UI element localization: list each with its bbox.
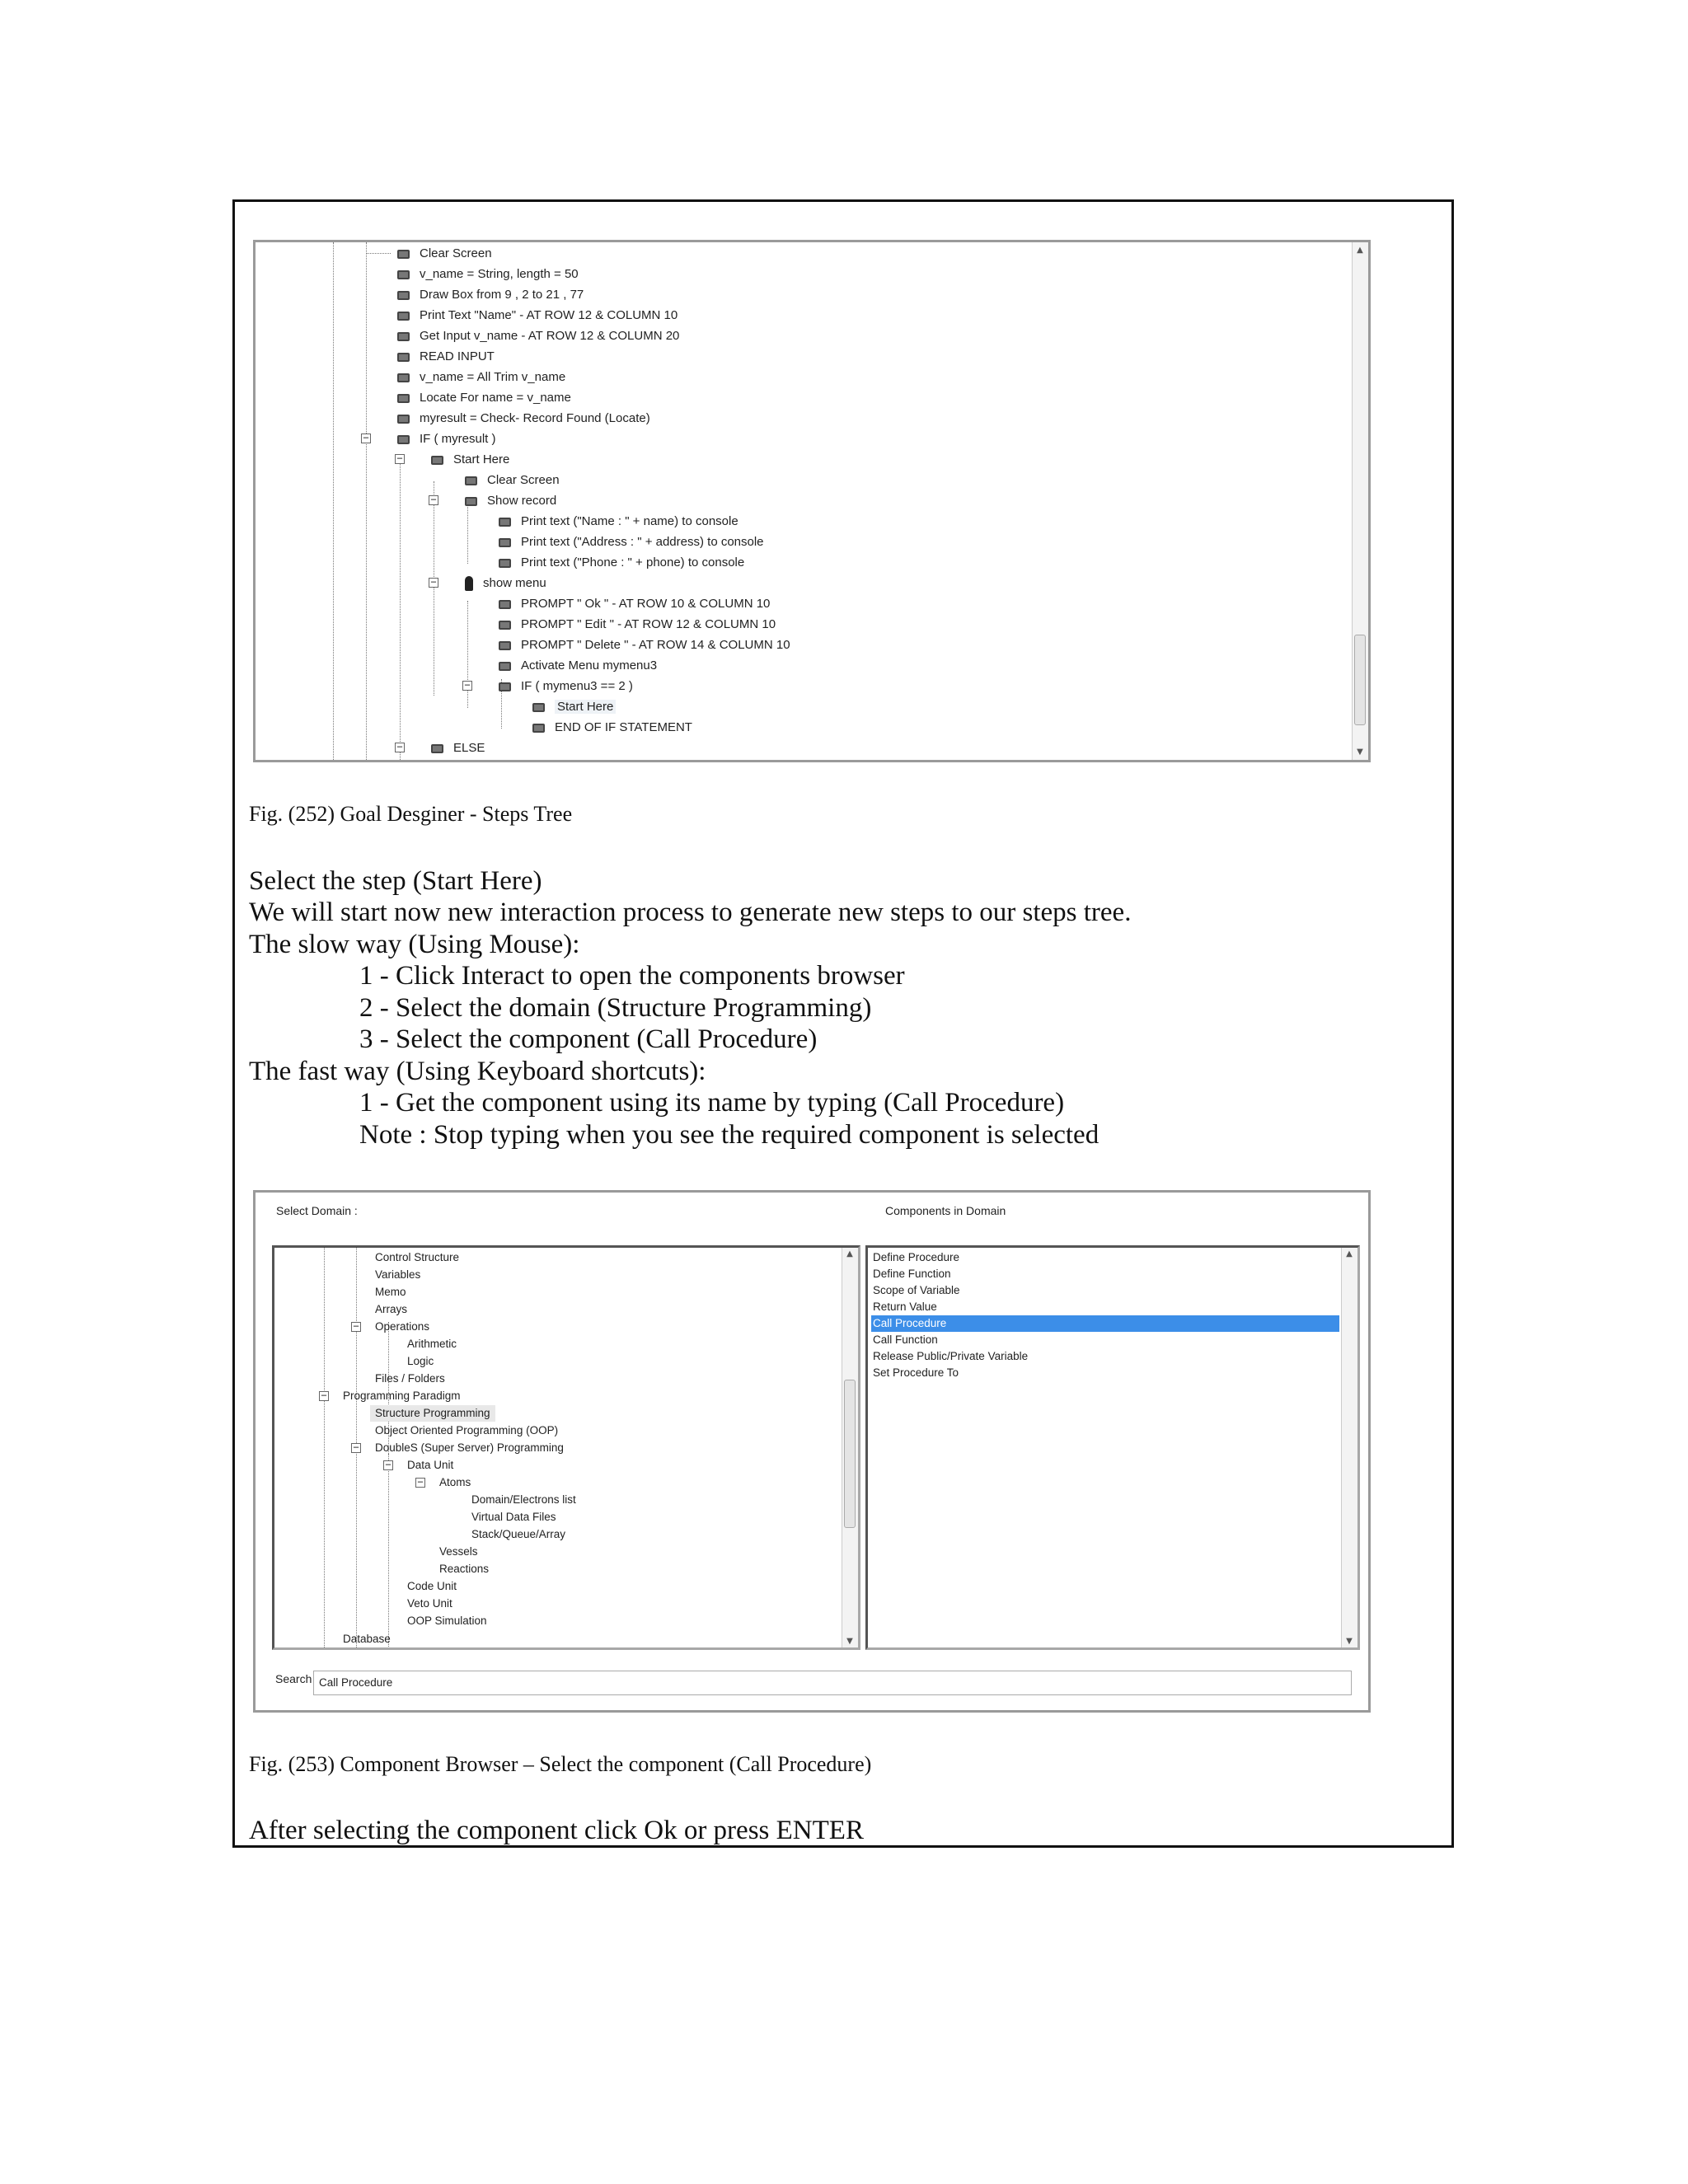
- domain-tree-item[interactable]: Operations: [375, 1320, 430, 1333]
- tree-node[interactable]: v_name = String, length = 50: [366, 264, 579, 284]
- instruction-line: 3 - Select the component (Call Procedure): [359, 1024, 818, 1054]
- select-domain-label: Select Domain :: [276, 1204, 358, 1217]
- tree-node[interactable]: Activate Menu mymenu3: [467, 655, 657, 676]
- tree-node[interactable]: Get Input v_name - AT ROW 12 & COLUMN 20: [366, 326, 679, 346]
- tree-node[interactable]: show menu: [434, 573, 546, 593]
- tree-node[interactable]: Print Text "Name" - AT ROW 12 & COLUMN 10: [366, 305, 678, 326]
- step-icon: [499, 641, 511, 650]
- tree-node[interactable]: Print text ("Name : " + name) to console: [467, 511, 738, 532]
- tree-node[interactable]: Draw Box from 9 , 2 to 21 , 77: [366, 284, 584, 305]
- component-list-item[interactable]: Scope of Variable: [873, 1284, 960, 1296]
- step-icon: [397, 394, 410, 403]
- figure-caption: Fig. (252) Goal Desginer - Steps Tree: [249, 802, 573, 826]
- component-list-item-selected[interactable]: Call Procedure: [871, 1315, 1339, 1332]
- tree-node[interactable]: Print text ("Address : " + address) to console: [467, 532, 764, 552]
- collapse-toggle-icon[interactable]: −: [429, 495, 438, 505]
- domain-tree-item[interactable]: Logic: [407, 1355, 434, 1367]
- step-icon: [499, 559, 511, 568]
- tree-node[interactable]: END OF IF STATEMENT: [501, 717, 692, 738]
- instruction-line: 1 - Click Interact to open the components browser: [359, 961, 905, 991]
- tree-node[interactable]: PROMPT " Edit " - AT ROW 12 & COLUMN 10: [467, 614, 776, 635]
- tree-node[interactable]: ELSE: [400, 738, 485, 758]
- step-icon: [397, 312, 410, 321]
- domain-tree-item[interactable]: Database: [343, 1633, 391, 1645]
- step-icon: [397, 435, 410, 444]
- tree-scrollbar[interactable]: [1352, 242, 1368, 760]
- search-label: Search: [275, 1672, 312, 1685]
- components-in-domain-label: Components in Domain: [885, 1204, 1006, 1217]
- domain-tree-item-selected[interactable]: Structure Programming: [370, 1405, 495, 1422]
- step-icon: [397, 250, 410, 259]
- tree-node[interactable]: Print text ("Phone : " + phone) to console: [467, 552, 744, 573]
- domain-tree-item[interactable]: Programming Paradigm: [343, 1390, 461, 1402]
- instruction-line: The fast way (Using Keyboard shortcuts):: [249, 1057, 706, 1086]
- step-icon: [397, 291, 410, 300]
- component-list-item[interactable]: Return Value: [873, 1301, 937, 1313]
- collapse-toggle-icon[interactable]: −: [361, 434, 371, 443]
- domain-tree-item[interactable]: Domain/Electrons list: [471, 1493, 576, 1506]
- domain-tree-item[interactable]: OOP Simulation: [407, 1615, 487, 1627]
- step-icon: [431, 456, 443, 465]
- instruction-line: 1 - Get the component using its name by typing (Call Procedure): [359, 1088, 1065, 1118]
- scroll-down-icon[interactable]: ▼: [846, 1637, 853, 1646]
- scroll-thumb[interactable]: [1354, 635, 1366, 725]
- components-scrollbar[interactable]: [1341, 1248, 1357, 1647]
- scroll-up-icon[interactable]: ▲: [1346, 1249, 1353, 1258]
- figure-caption: Fig. (253) Component Browser – Select the component (Call Procedure): [249, 1752, 872, 1776]
- tree-node[interactable]: v_name = All Trim v_name: [366, 367, 565, 387]
- step-icon: [465, 476, 477, 485]
- collapse-toggle-icon[interactable]: −: [462, 681, 472, 691]
- domain-tree-item[interactable]: Code Unit: [407, 1580, 457, 1592]
- step-icon: [532, 724, 545, 733]
- tree-node[interactable]: Clear Screen: [366, 243, 492, 264]
- component-list-item[interactable]: Set Procedure To: [873, 1366, 959, 1379]
- step-icon: [397, 270, 410, 279]
- step-icon: [499, 621, 511, 630]
- components-list-panel[interactable]: [865, 1245, 1360, 1650]
- scroll-up-icon[interactable]: ▲: [846, 1249, 853, 1258]
- scroll-down-icon[interactable]: ▼: [1346, 1637, 1353, 1646]
- domain-tree-item[interactable]: Vessels: [439, 1545, 478, 1558]
- step-icon: [397, 373, 410, 382]
- step-icon: [397, 415, 410, 424]
- step-icon: [465, 497, 477, 506]
- person-icon: [465, 576, 473, 591]
- tree-node[interactable]: Show record: [434, 490, 556, 511]
- step-icon: [499, 538, 511, 547]
- domain-tree-item[interactable]: Reactions: [439, 1563, 490, 1575]
- step-icon: [397, 332, 410, 341]
- domain-tree-item[interactable]: Memo: [375, 1286, 406, 1298]
- scroll-up-icon[interactable]: ▲: [1357, 246, 1363, 255]
- tree-node[interactable]: myresult = Check- Record Found (Locate): [366, 408, 650, 429]
- collapse-toggle-icon[interactable]: −: [395, 454, 405, 464]
- tree-node[interactable]: Start Here: [400, 449, 509, 470]
- domain-tree-scrollbar[interactable]: [842, 1248, 858, 1647]
- collapse-toggle-icon[interactable]: −: [351, 1322, 361, 1332]
- component-list-item[interactable]: Define Procedure: [873, 1251, 960, 1263]
- tree-node[interactable]: IF ( mymenu3 == 2 ): [467, 676, 633, 696]
- domain-tree-item[interactable]: Virtual Data Files: [471, 1511, 556, 1523]
- component-list-item[interactable]: Define Function: [873, 1268, 951, 1280]
- domain-tree-item[interactable]: Stack/Queue/Array: [471, 1528, 566, 1540]
- collapse-toggle-icon[interactable]: −: [395, 743, 405, 752]
- instruction-line: The slow way (Using Mouse):: [249, 930, 580, 959]
- tree-node-selected[interactable]: Start Here: [501, 696, 616, 717]
- instruction-line: Select the step (Start Here): [249, 866, 542, 896]
- step-icon: [431, 744, 443, 753]
- collapse-toggle-icon[interactable]: −: [319, 1391, 329, 1401]
- domain-tree-item[interactable]: Atoms: [439, 1476, 471, 1488]
- domain-tree-item[interactable]: Control Structure: [375, 1251, 460, 1263]
- step-icon: [397, 353, 410, 362]
- collapse-toggle-icon[interactable]: −: [383, 1460, 393, 1470]
- domain-tree-item[interactable]: Variables: [375, 1268, 421, 1281]
- instruction-line: We will start now new interaction process to generate new steps to our steps tree.: [249, 898, 1132, 927]
- tree-node[interactable]: READ INPUT: [366, 346, 495, 367]
- tree-node[interactable]: Locate For name = v_name: [366, 387, 571, 408]
- collapse-toggle-icon[interactable]: −: [415, 1478, 425, 1488]
- instruction-line: Note : Stop typing when you see the required component is selected: [359, 1120, 1100, 1150]
- instruction-line: 2 - Select the domain (Structure Programming): [359, 993, 872, 1023]
- step-icon: [499, 682, 511, 691]
- collapse-toggle-icon[interactable]: −: [351, 1443, 361, 1453]
- domain-tree-panel[interactable]: [272, 1245, 860, 1650]
- tree-node[interactable]: PROMPT " Delete " - AT ROW 14 & COLUMN 10: [467, 635, 790, 655]
- scroll-down-icon[interactable]: ▼: [1357, 748, 1363, 757]
- component-browser-screenshot: [253, 1190, 1371, 1713]
- component-list-item[interactable]: Release Public/Private Variable: [873, 1350, 1029, 1362]
- tree-node[interactable]: IF ( myresult ): [366, 429, 496, 449]
- final-instruction: After selecting the component click Ok or press ENTER: [249, 1816, 864, 1845]
- step-icon: [499, 518, 511, 527]
- component-list-item[interactable]: Call Function: [873, 1333, 938, 1346]
- domain-tree-item[interactable]: Object Oriented Programming (OOP): [375, 1424, 559, 1436]
- step-icon: [499, 600, 511, 609]
- scroll-thumb[interactable]: [844, 1380, 856, 1528]
- domain-tree-item[interactable]: DoubleS (Super Server) Programming: [375, 1441, 564, 1454]
- domain-tree-item[interactable]: Files / Folders: [375, 1372, 445, 1385]
- step-icon: [532, 703, 545, 712]
- step-icon: [499, 662, 511, 671]
- steps-tree-screenshot: [253, 240, 1371, 762]
- tree-node[interactable]: PROMPT " Ok " - AT ROW 10 & COLUMN 10: [467, 593, 770, 614]
- collapse-toggle-icon[interactable]: −: [429, 578, 438, 588]
- domain-tree-item[interactable]: Veto Unit: [407, 1597, 452, 1610]
- tree-node[interactable]: Clear Screen: [434, 470, 560, 490]
- domain-tree-item[interactable]: Arrays: [375, 1303, 408, 1315]
- search-input[interactable]: Call Procedure: [313, 1671, 1352, 1695]
- domain-tree-item[interactable]: Arithmetic: [407, 1338, 457, 1350]
- domain-tree-item[interactable]: Data Unit: [407, 1459, 454, 1471]
